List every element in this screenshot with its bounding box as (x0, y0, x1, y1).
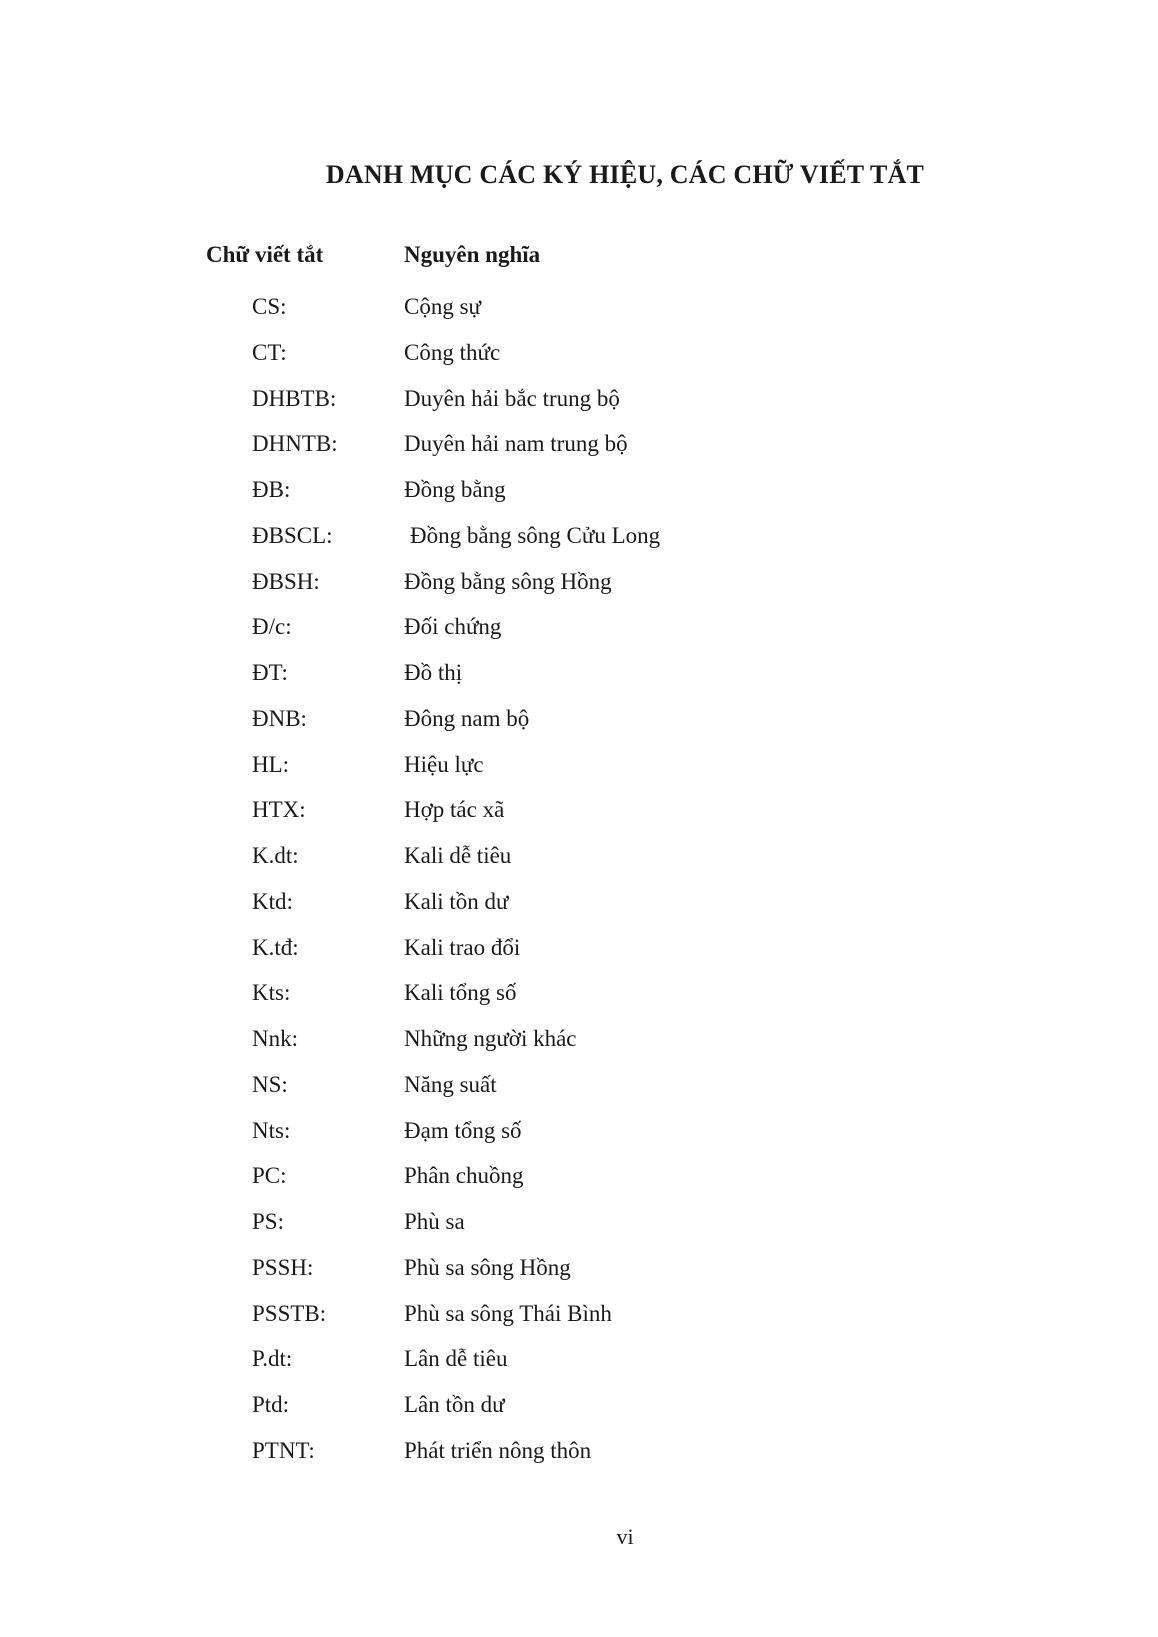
abbreviation-list (0, 294, 1158, 1484)
list-item (0, 797, 1158, 843)
abbreviation: Nnk: (252, 1026, 298, 1051)
meaning: Kali tổng số (404, 980, 517, 1006)
page-title: DANH MỤC CÁC KÝ HIỆU, CÁC CHỮ VIẾT TẮT (325, 160, 925, 189)
meaning: Kali dễ tiêu (404, 843, 512, 868)
list-item (0, 935, 1158, 981)
meaning: Đồng bằng (404, 477, 506, 502)
page-number: vi (616, 1524, 634, 1549)
meaning: Phát triển nông thôn (404, 1437, 592, 1463)
abbreviation: ĐB: (252, 477, 291, 502)
meaning: Những người khác (404, 1026, 577, 1051)
list-item (0, 752, 1158, 798)
meaning: Hợp tác xã (404, 797, 505, 823)
list-item (0, 477, 1158, 523)
abbreviation: K.tđ: (252, 934, 299, 960)
list-item (0, 843, 1158, 889)
abbreviation: NS: (252, 1071, 288, 1097)
abbreviation: CS: (252, 294, 287, 319)
abbreviation: Kts: (252, 980, 291, 1006)
meaning: Đồ thị (404, 660, 463, 685)
abbreviation: K.dt: (252, 843, 299, 868)
abbreviation: HL: (252, 751, 290, 777)
meaning: Kali tồn dư (404, 888, 509, 914)
list-item (0, 1072, 1158, 1118)
meaning: Lân tồn dư (404, 1392, 505, 1417)
list-item (0, 1392, 1158, 1438)
abbreviation: HTX: (252, 797, 306, 823)
abbreviation: ĐBSH: (252, 568, 320, 594)
abbreviation: Nts: (252, 1117, 291, 1143)
meaning: Công thức (404, 339, 501, 365)
abbreviation: PTNT: (252, 1437, 315, 1463)
abbreviation: ĐT: (252, 660, 288, 685)
column-header-meaning: Nguyên nghĩa (404, 242, 541, 267)
list-item (0, 1301, 1158, 1347)
list-item (0, 340, 1158, 386)
list-item (0, 569, 1158, 615)
abbreviation: PSSH: (252, 1254, 314, 1280)
meaning: Đạm tổng số (404, 1117, 522, 1143)
abbreviation: Ptd: (252, 1392, 290, 1417)
list-item (0, 1026, 1158, 1072)
meaning: Phù sa sông Hồng (404, 1254, 571, 1280)
abbreviation: DHBTB: (252, 385, 337, 411)
list-item (0, 660, 1158, 706)
meaning: Đồng bằng sông Cửu Long (410, 522, 661, 548)
list-item (0, 523, 1158, 569)
list-item (0, 294, 1158, 340)
abbreviation: CT: (252, 339, 287, 365)
meaning: Kali trao đổi (404, 934, 521, 960)
meaning: Đồng bằng sông Hồng (404, 568, 612, 594)
list-item (0, 431, 1158, 477)
meaning: Cộng sự (404, 294, 482, 319)
list-item (0, 1346, 1158, 1392)
list-item (0, 889, 1158, 935)
list-item (0, 1209, 1158, 1255)
column-header-abbreviation: Chữ viết tắt (206, 242, 324, 267)
abbreviation: DHNTB: (252, 431, 338, 457)
meaning: Duyên hải bắc trung bộ (404, 385, 620, 411)
meaning: Lân dễ tiêu (404, 1346, 508, 1372)
abbreviation: P.dt: (252, 1346, 293, 1372)
list-item (0, 386, 1158, 432)
meaning: Duyên hải nam trung bộ (404, 431, 628, 457)
abbreviation: Đ/c: (252, 614, 292, 640)
list-item (0, 1118, 1158, 1164)
list-item (0, 1438, 1158, 1484)
meaning: Hiệu lực (404, 751, 484, 777)
list-item (0, 1163, 1158, 1209)
abbreviation: ĐNB: (252, 705, 307, 731)
abbreviation: PC: (252, 1163, 287, 1189)
meaning: Phân chuồng (404, 1163, 524, 1189)
meaning: Năng suất (404, 1071, 497, 1097)
abbreviation: PS: (252, 1209, 284, 1234)
meaning: Phù sa sông Thái Bình (404, 1300, 612, 1326)
list-item (0, 980, 1158, 1026)
abbreviation: Ktd: (252, 888, 293, 914)
abbreviation: PSSTB: (252, 1300, 327, 1326)
list-item (0, 706, 1158, 752)
list-item (0, 614, 1158, 660)
list-item (0, 1255, 1158, 1301)
meaning: Đông nam bộ (404, 705, 530, 731)
meaning: Phù sa (404, 1209, 465, 1234)
meaning: Đối chứng (404, 614, 502, 640)
abbreviation: ĐBSCL: (252, 522, 333, 548)
